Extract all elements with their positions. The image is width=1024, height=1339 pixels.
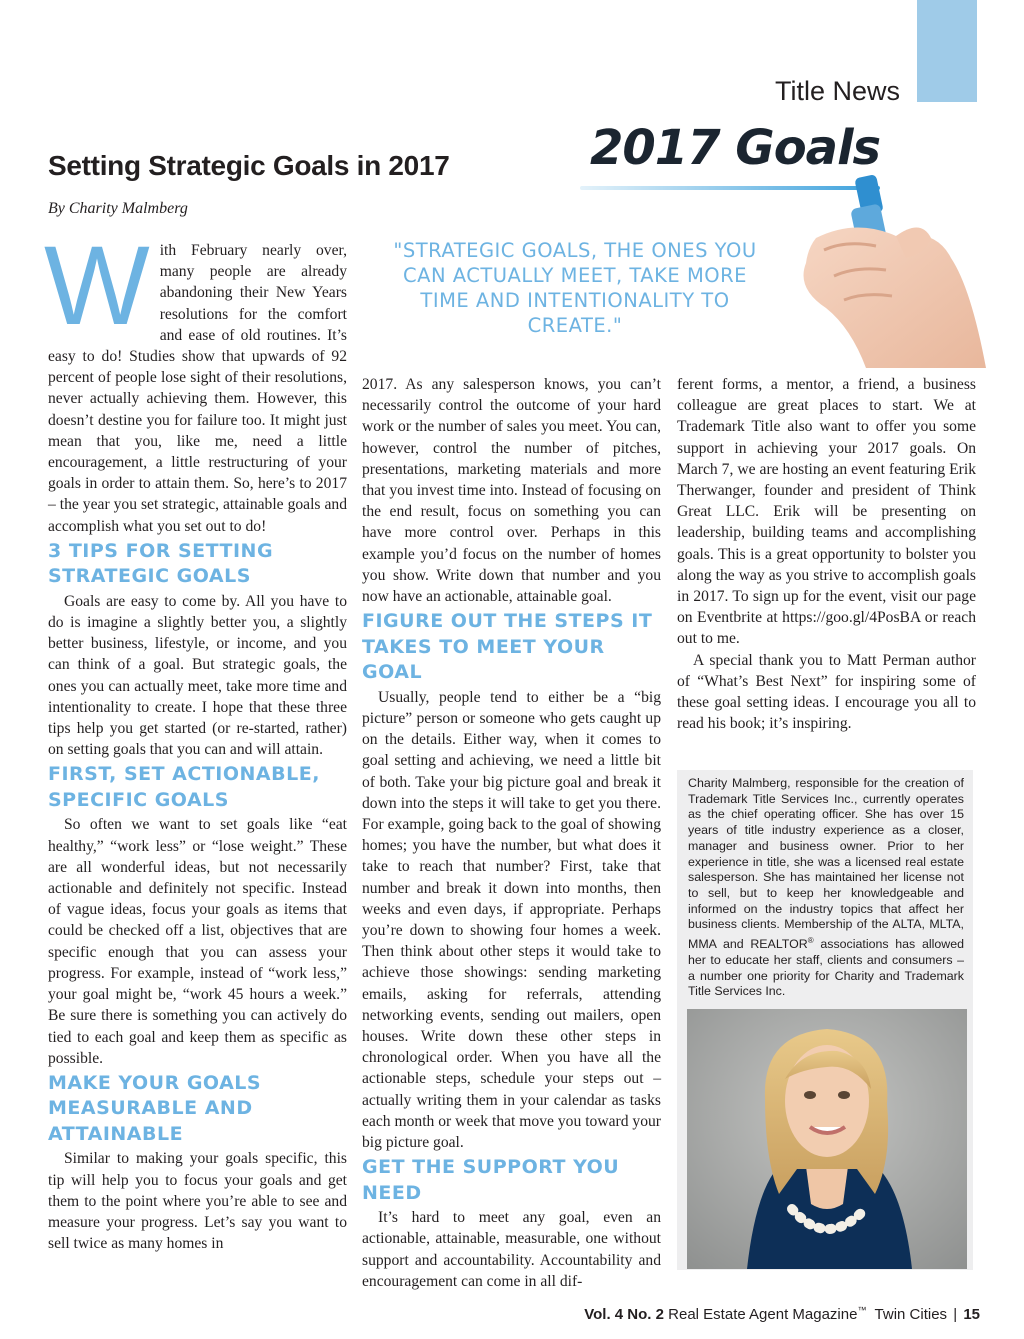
paragraph-measurable: Similar to making your goals specific, this tip will help you to focus your goals and get them to the point where you’re able to see and measure your progress. Let’s say you want to sell twice as many homes in xyxy=(48,1150,347,1253)
bio-text-after: associations has allowed her to educate her staff, clients and consumers – a number one priority for Charity and Trademark Title Services Inc. xyxy=(688,937,964,999)
article-column-3 xyxy=(677,374,976,734)
subhead-support: GET THE SUPPORT YOU NEED xyxy=(362,1156,620,1204)
paragraph-first: So often we want to set goals like “eat healthy,” “work less” or “lose weight.” These are all wonderful ideas, but not necessarily actionable and definitely not specific. Instead of vague ideas, focus your goals as items that could be checked off a list, objectives that are specific enough that you can assess your progress. For example, instead of “work less,” your goal might be, “work 45 hours a week.” Be sure there is something you can actively do tied to each goal and keep them as specific as possible. xyxy=(48,816,347,1067)
section-title: Title News xyxy=(774,76,900,106)
footer-trademark: ™ xyxy=(857,1305,867,1315)
author-portrait xyxy=(687,1009,967,1269)
subhead-measurable: MAKE YOUR GOALS MEASURABLE AND ATTAINABLE xyxy=(48,1071,262,1145)
article-column-2 xyxy=(362,374,661,1292)
bio-text-before: Charity Malmberg, responsible for the creation of Trademark Title Services Inc., currently operates as the chief operating officer. She has over 15 years of title industry experience as a closer, manager and business owner. Prior to her experience in title, she was a licensed real estate salesperson. She has maintained her license not to sell, but to keep her knowledgeable and informed on the industry topics that affect her business clients. Membership of the ALTA, MLTA, MMA and REALTOR xyxy=(688,776,964,952)
drop-cap: W xyxy=(44,223,150,348)
paragraph-thanks: A special thank you to Matt Perman author of “What’s Best Next” for inspiring some of these goal setting ideas. I encourage you all to read his book; it’s inspiring. xyxy=(677,651,976,733)
article-column-1 xyxy=(44,223,347,1254)
paragraph-support: It’s hard to meet any goal, even an actionable, attainable, measurable, one without support and accountability. Accountability and encouragement can come in all dif- xyxy=(362,1209,661,1290)
portrait-illustration xyxy=(687,1009,967,1269)
goals-image-text: 2017 Goals xyxy=(590,120,881,176)
author-bio-text xyxy=(688,776,964,1000)
paragraph-steps: Usually, people tend to either be a “big picture” person or someone who gets caught up on the details. Either way, when it comes to goal setting and achieving, we need a little bit of both. Take your big picture goal and break it down into the steps it will take to get you there. For example, going back to the goal of showing homes; you have the number, but what does it take to reach that number? First, take that number and break it down into months, then weeks and even days, if appropriate. Perhaps you’re down to showing four homes a week. Then think about other steps it would take to achieve those showings: sending marketing emails, asking for referrals, attending networking events, sending out mailers, open houses. Write down these other steps in chronological order. When you have all the actionable steps, schedule your steps out – actually writing them in your calendar as tasks each month or week that move you toward your big picture goal. xyxy=(362,688,661,1151)
article-headline: Setting Strategic Goals in 2017 xyxy=(48,150,450,181)
subhead-3-tips: 3 TIPS FOR SETTING STRATEGIC GOALS xyxy=(48,539,274,588)
page-number: 15 xyxy=(963,1306,980,1323)
subhead-steps: FIGURE OUT THE STEPS IT TAKES TO MEET YOUR GOAL xyxy=(362,610,653,684)
footer-separator: | xyxy=(953,1306,958,1323)
paragraph-measurable-cont: 2017. As any salesperson knows, you can’t necessarily control the outcome of your hard work or the number of sales you meet. You can, however, control the number of pitches, presentations, marketing materials and more that you invest time into. Instead of focusing on the end result, focus on something you can have more control over. Perhaps in this example you’d focus on the number of homes you show. Write down that number and you now have an actionable, attainable goal. xyxy=(362,376,661,606)
paragraph-support-cont: ferent forms, a mentor, a friend, a business colleague are great places to start. We at Trademark Title also want to offer you some support in achieving your 2017 goals. On March 7, we are hosting an event featuring Erik Therwanger, founder and president of Think Great LLC. Erik will be presenting on leadership, building teams and accomplishing goals. This is a great opportunity to bolster you along the way as you strive to accomplish goals in 2017. To sign up for the event, visit our page on Eventbrite at https://goo.gl/4PosBA or reach out to me. xyxy=(677,376,976,648)
hand-marker-icon xyxy=(746,158,996,368)
intro-text: ith February nearly over, many people are already abandoning their New Years resolutions for the comfort and ease of old routines. It’s easy to do! Studies show that upwards of 92 percent of people lose sight of their resolutions, never actually achieving them. However, this doesn’t destine you for failure too. It might just mean that you, like me, need a little encouragement, a little restructuring of your goals in order to attain them. So, here’s to 2017 – the year you set strategic, attainable goals and accomplish what you set out to do! xyxy=(48,242,347,535)
footer-region: Twin Cities xyxy=(874,1306,948,1323)
intro-paragraph xyxy=(44,223,347,537)
paragraph-tips: Goals are easy to come by. All you have to do is imagine a slightly better you, a slightly better business, lifestyle, or income, and you can think of a goal. But strategic goals, the ones you can actually meet, take more time and intentionality to create. I hope that these three tips help you get started (or re-started, rather) on setting goals that you can and will attain. xyxy=(48,592,347,759)
page-footer xyxy=(540,1305,980,1323)
subhead-first: FIRST, SET ACTIONABLE, SPECIFIC GOALS xyxy=(48,763,320,811)
registered-mark: ® xyxy=(807,936,814,946)
footer-issue: Vol. 4 No. 2 xyxy=(584,1306,664,1323)
article-byline: By Charity Malmberg xyxy=(48,200,188,217)
footer-magazine: Real Estate Agent Magazine xyxy=(668,1306,858,1323)
section-tab-bar xyxy=(917,0,977,102)
pull-quote: "STRATEGIC GOALS, THE ONES YOU CAN ACTUALLY MEET, TAKE MORE TIME AND INTENTIONALITY TO CREATE." xyxy=(393,239,757,337)
